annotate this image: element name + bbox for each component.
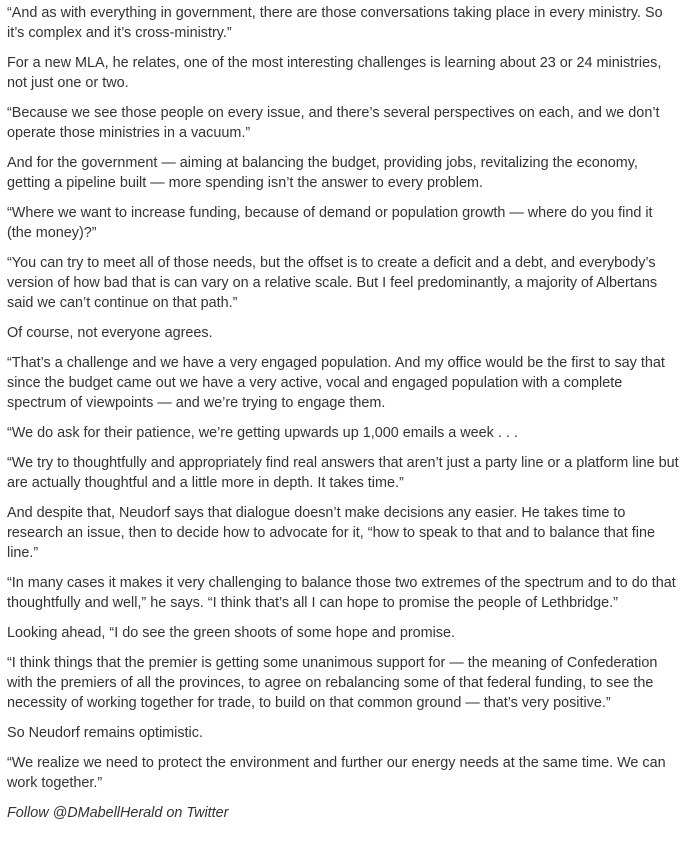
- article-paragraph: And for the government — aiming at balancing the budget, providing jobs, revitalizing the economy, getting a pipeline built — more spending isn’t the answer to every problem.: [7, 155, 638, 191]
- article-paragraph: “We do ask for their patience, we’re getting upwards up 1,000 emails a week . . .: [7, 425, 518, 441]
- article-paragraph: “Where we want to increase funding, because of demand or population growth — where do you find it (the money)?”: [7, 205, 653, 241]
- author-twitter-credit: Follow @DMabellHerald on Twitter: [7, 805, 229, 821]
- article-paragraph: And despite that, Neudorf says that dialogue doesn’t make decisions any easier. He takes time to research an issue, then to decide how to advocate for it, “how to speak to that and to balance that fine line.”: [7, 505, 655, 561]
- article-paragraph: “Because we see those people on every issue, and there’s several perspectives on each, and we don’t operate those ministries in a vacuum.”: [7, 105, 660, 141]
- article-paragraph: “And as with everything in government, there are those conversations taking place in every ministry. So it’s complex and it’s cross-ministry.”: [7, 5, 663, 41]
- article-paragraph: “In many cases it makes it very challenging to balance those two extremes of the spectrum and to do that thoughtfully and well,” he says. “I think that’s all I can hope to promise the people of Lethbridge.”: [7, 575, 676, 611]
- article-paragraph: “We try to thoughtfully and appropriately find real answers that aren’t just a party line or a platform line but are actually thoughtful and a little more in depth. It takes time.”: [7, 455, 679, 491]
- article-paragraph: “We realize we need to protect the environment and further our energy needs at the same time. We can work together.”: [7, 755, 666, 791]
- article-paragraph: “That’s a challenge and we have a very engaged population. And my office would be the first to say that since the budget came out we have a very active, vocal and engaged population with a complete spectrum of viewpoints — and we’re trying to engage them.: [7, 355, 665, 411]
- article-paragraph: Of course, not everyone agrees.: [7, 325, 213, 341]
- article-paragraph: “You can try to meet all of those needs, but the offset is to create a deficit and a debt, and everybody’s version of how bad that is can vary on a relative scale. But I feel predominantly, a majority of Albertans said we can’t continue on that path.”: [7, 255, 658, 311]
- article-paragraph: For a new MLA, he relates, one of the most interesting challenges is learning about 23 or 24 ministries, not just one or two.: [7, 55, 662, 91]
- article-paragraph: “I think things that the premier is getting some unanimous support for — the meaning of Confederation with the premiers of all the provinces, to agree on rebalancing some of that federal funding, to see the necessity of working together for trade, to build on that common ground — that’s very positive.”: [7, 655, 658, 711]
- article-paragraph: Looking ahead, “I do see the green shoots of some hope and promise.: [7, 625, 456, 641]
- article-paragraph: So Neudorf remains optimistic.: [7, 725, 203, 741]
